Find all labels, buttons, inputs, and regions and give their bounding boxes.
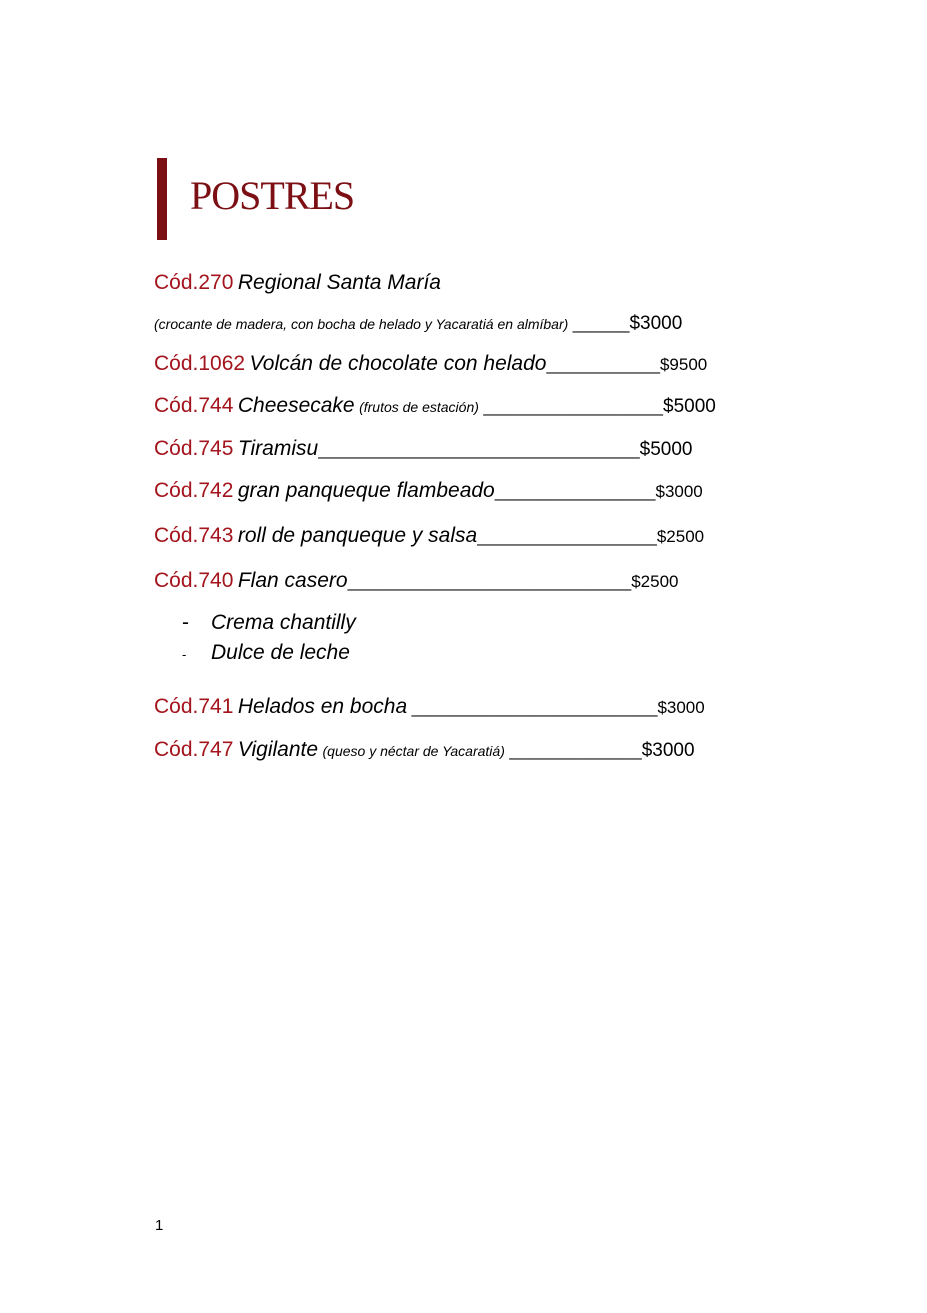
item-description: (crocante de madera, con bocha de helado y Yacaratiá en almíbar) <box>154 316 569 332</box>
item-price: $3000 <box>641 740 695 761</box>
item-name: gran panqueque flambeado <box>237 479 495 502</box>
leader-line: ____________ <box>546 355 660 374</box>
item-description: (queso y néctar de Yacaratiá) <box>322 743 505 759</box>
item-code: Cód.1062 <box>154 352 246 375</box>
item-name: Cheesecake <box>237 394 355 417</box>
leader-line: __________________________________ <box>318 440 640 459</box>
menu-item-747 <box>154 739 695 760</box>
leader-line: ___________________ <box>477 527 657 546</box>
item-code: Cód.742 <box>154 479 234 502</box>
bullet: - <box>182 647 187 662</box>
item-name: Flan casero <box>237 569 348 592</box>
item-description: (frutos de estación) <box>359 399 479 415</box>
item-name: Volcán de chocolate con helado <box>249 352 547 375</box>
item-code: Cód.270 <box>154 271 234 294</box>
leader-line: _________________ <box>494 482 656 501</box>
menu-item-745 <box>154 438 693 459</box>
leader-line: ______________ <box>509 741 642 760</box>
menu-item-270 <box>154 272 441 293</box>
menu-item-270-detail <box>154 314 682 333</box>
menu-item-744 <box>154 395 716 416</box>
item-name: Regional Santa María <box>237 271 441 294</box>
item-name: roll de panqueque y salsa <box>237 524 478 547</box>
leader-line: ___________________ <box>483 397 663 416</box>
item-price: $5000 <box>639 439 693 460</box>
item-price: $3000 <box>655 482 703 501</box>
menu-item-740 <box>154 570 679 591</box>
leader-line: ______ <box>572 314 630 333</box>
item-name: Vigilante <box>237 738 319 761</box>
flan-option-label: Dulce de leche <box>211 641 350 664</box>
item-price: $9500 <box>659 355 708 374</box>
menu-item-741 <box>154 696 705 717</box>
bullet: - <box>182 611 189 634</box>
page-title: POSTRES <box>190 173 355 218</box>
flan-option <box>182 642 350 663</box>
item-price: $2500 <box>656 527 705 546</box>
item-name: Tiramisu <box>237 437 319 460</box>
title-accent-bar <box>157 158 167 240</box>
item-code: Cód.744 <box>154 394 234 417</box>
menu-item-742 <box>154 480 703 501</box>
item-code: Cód.745 <box>154 437 234 460</box>
item-name: Helados en bocha <box>237 695 408 718</box>
item-price: $3000 <box>629 313 683 334</box>
flan-option-label: Crema chantilly <box>211 611 356 634</box>
item-code: Cód.741 <box>154 695 234 718</box>
item-price: $5000 <box>663 396 716 417</box>
leader-line: __________________________ <box>411 698 658 717</box>
page-number: 1 <box>155 1217 164 1234</box>
flan-option <box>182 612 356 633</box>
leader-line: ______________________________ <box>347 572 632 591</box>
item-code: Cód.743 <box>154 524 234 547</box>
item-code: Cód.747 <box>154 738 234 761</box>
item-price: $3000 <box>657 698 705 717</box>
menu-item-1062 <box>154 353 707 374</box>
item-code: Cód.740 <box>154 569 234 592</box>
menu-item-743 <box>154 525 704 546</box>
item-price: $2500 <box>631 572 679 591</box>
